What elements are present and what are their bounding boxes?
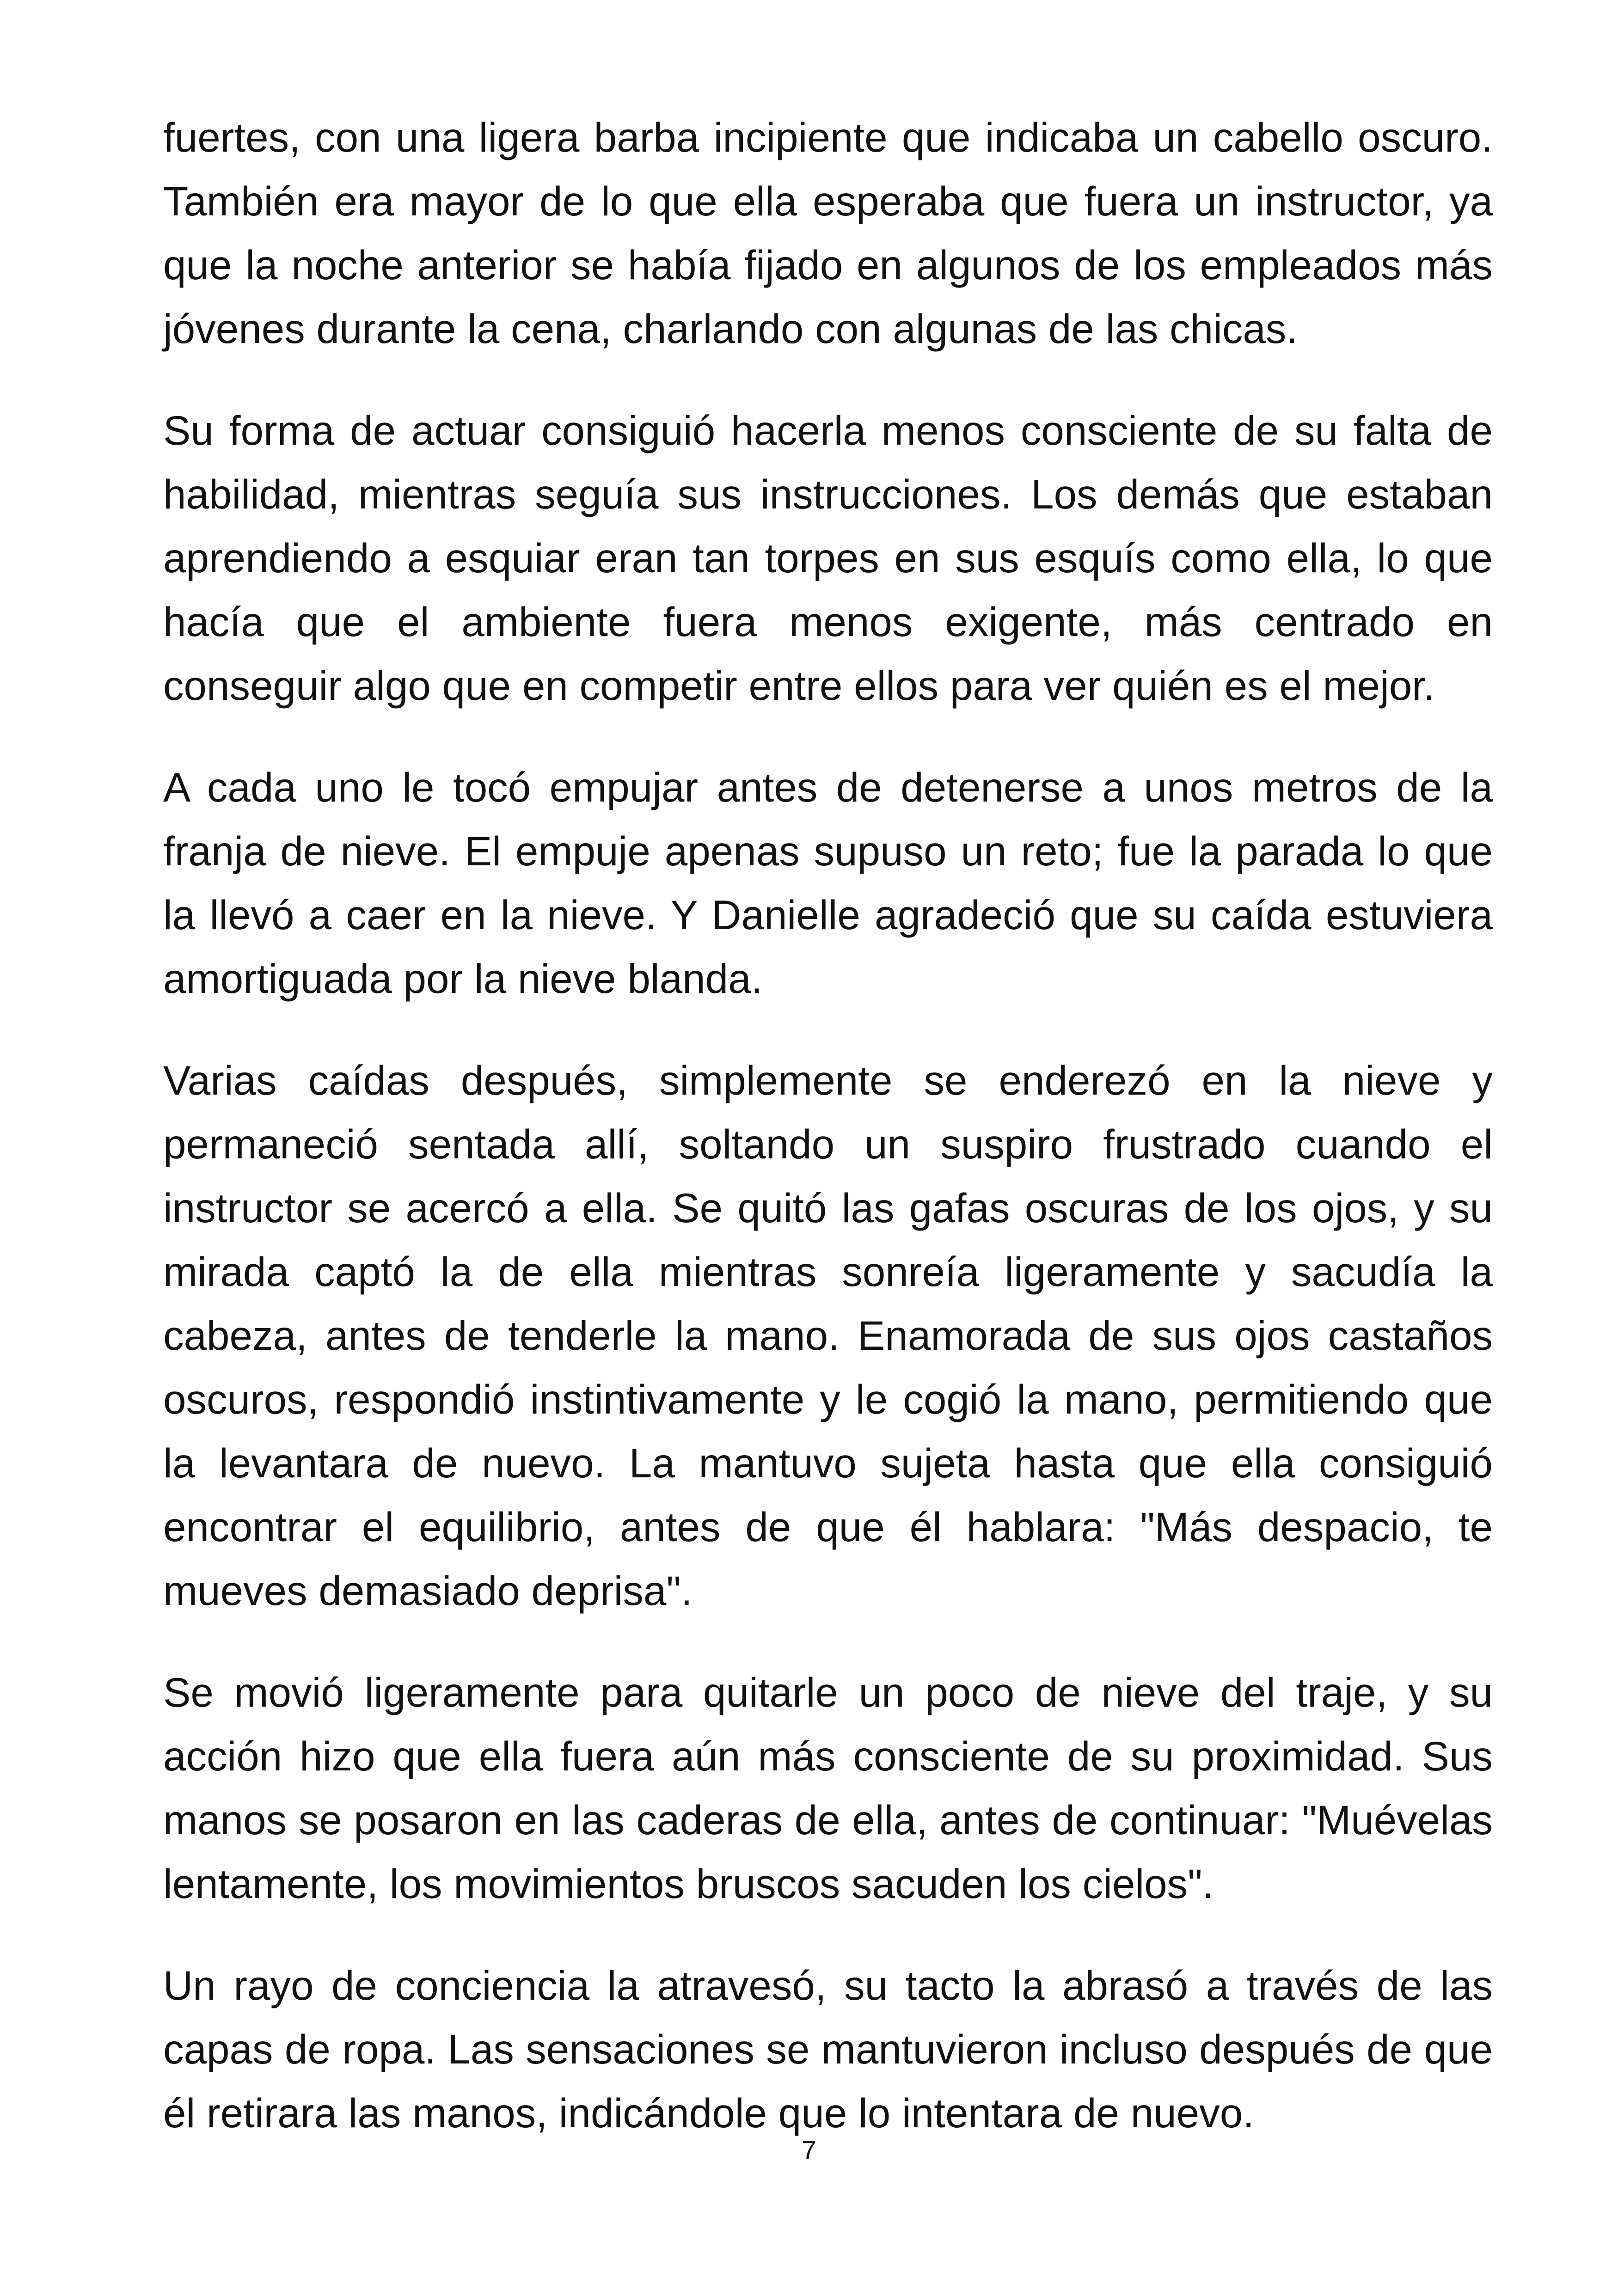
page-number: 7 xyxy=(802,2135,816,2164)
paragraph-5: Se movió ligeramente para quitarle un poco de nieve del traje, y su acción hizo que ella fuera aún más consciente de su proximidad. Sus manos se posaron en las caderas de ella, antes de continuar: "Muévelas lentamente, los movimientos bruscos sacuden los cielos". xyxy=(163,1669,1493,1907)
body-text xyxy=(163,105,1493,2145)
paragraph-6: Un rayo de conciencia la atravesó, su tacto la abrasó a través de las capas de ropa. Las sensaciones se mantuvieron incluso después de que él retirara las manos, indicándole que lo intentara de nuevo. xyxy=(163,1962,1493,2136)
paragraph-3: A cada uno le tocó empujar antes de detenerse a unos metros de la franja de nieve. El empuje apenas supuso un reto; fue la parada lo que la llevó a caer en la nieve. Y Danielle agradeció que su caída estuviera amortiguada por la nieve blanda. xyxy=(163,764,1493,1002)
paragraph-4: Varias caídas después, simplemente se enderezó en la nieve y permaneció sentada allí, soltando un suspiro frustrado cuando el instructor se acercó a ella. Se quitó las gafas oscuras de los ojos, y su mirada captó la de ella mientras sonreía ligeramente y sacudía la cabeza, antes de tenderle la mano. Enamorada de sus ojos castaños oscuros, respondió instintivamente y le cogió la mano, permitiendo que la levantara de nuevo. La mantuvo sujeta hasta que ella consiguió encontrar el equilibrio, antes de que él hablara: "Más despacio, te mueves demasiado deprisa". xyxy=(163,1057,1493,1614)
paragraph-1: fuertes, con una ligera barba incipiente que indicaba un cabello oscuro. También era mayor de lo que ella esperaba que fuera un instructor, ya que la noche anterior se había fijado en algunos de los empleados más jóvenes durante la cena, charlando con algunas de las chicas. xyxy=(163,114,1493,352)
paragraph-2: Su forma de actuar consiguió hacerla menos consciente de su falta de habilidad, mientras seguía sus instrucciones. Los demás que estaban aprendiendo a esquiar eran tan torpes en sus esquís como ella, lo que hacía que el ambiente fuera menos exigente, más centrado en conseguir algo que en competir entre ellos para ver quién es el mejor. xyxy=(163,407,1493,709)
